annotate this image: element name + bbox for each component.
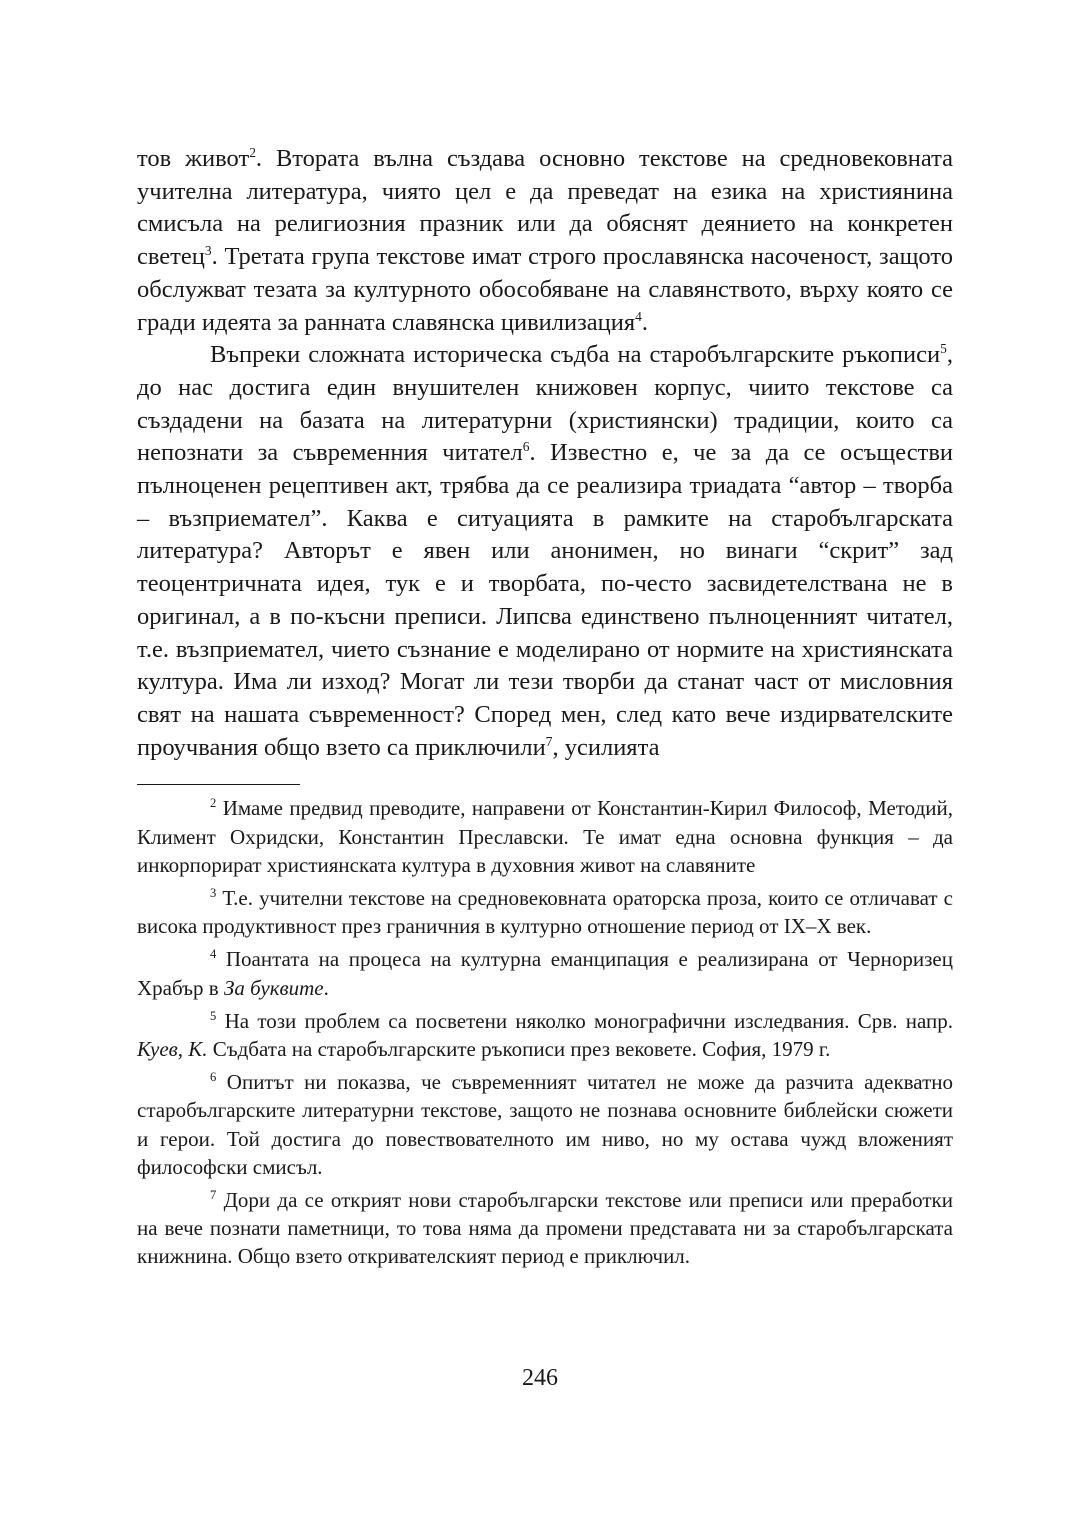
footnote-text-end: . (323, 975, 329, 1000)
footnote-text: Опитът ни показва, че съвременният читател не може да разчита адекватно старобългарските литературни текстове, защото не познава основните библейски сюжети и герои. Той достига до повествователното им ниво, но му остава чужд вложеният философски смисъл. (137, 1070, 953, 1179)
footnote-ref-3[interactable]: 3 (204, 242, 212, 258)
paragraph-2 (137, 339, 953, 764)
main-text (137, 143, 953, 764)
footnote-6 (137, 1068, 953, 1181)
paragraph-2-text-c: . Известно е, че за да се осъществи пълноценен рецептивен акт, трябва да се реализира триадата “автор – творба – възприемател”. Каква е ситуацията в рамките на старобългарската литература? Авторът е явен или анонимен, но винаги “скрит” зад теоцентричната идея, тук е и творбата, по-често засвидетелствана не в оригинал, а в по-късни преписи. Липсва единствено пълноценният читател, т.е. възприемател, чието съзнание е моделирано от нормите на християнската култура. Има ли изход? Могат ли тези творби да станат част от мисловния свят на нашата съвременност? Според мен, след като вече издирвателските проучвания общо взето са приключили (137, 439, 953, 761)
footnote-text: Т.е. учителни текстове на средновековната ораторска проза, които се отличават с висока продуктивност през граничния в културно отношение период от ІХ–Х век. (137, 885, 953, 939)
page-number: 246 (522, 1365, 558, 1391)
footnote-italic-title: За буквите (223, 975, 324, 1000)
footnote-italic-author: Куев, К. (137, 1036, 208, 1061)
paragraph-1-text-b: . Втората вълна създава основно текстове на средновековната учителна литература, чиято цел е да преведат на езика на християнина смисъла на религиозния празник или да обяснят деянието на конкретен светец (137, 145, 953, 271)
paragraph-1 (137, 143, 953, 339)
paragraph-2-text-d: , усилията (552, 733, 660, 761)
footnote-2 (137, 794, 953, 879)
footnote-number: 4 (210, 947, 217, 962)
paragraph-1-text-a: тов живот (137, 145, 250, 172)
footnote-text: Поантата на процеса на културна еманципация е реализирана от Черноризец Храбър в (137, 947, 953, 1000)
footnote-ref-5[interactable]: 5 (940, 341, 947, 357)
footnote-text: На този проблем са посветени няколко монографични изследвания. Срв. напр. (216, 1008, 953, 1033)
footnote-separator (137, 784, 300, 785)
footnote-number: 7 (210, 1188, 217, 1202)
footnote-ref-6[interactable]: 6 (522, 439, 530, 455)
footnote-4 (137, 945, 953, 1001)
footnote-7 (137, 1186, 953, 1271)
footnote-text: Дори да се открият нови старобългарски текстове или преписи или преработки на вече познати паметници, то това няма да промени представата ни за старобългарската книжнина. Общо взето откривателският период е приключил. (137, 1188, 953, 1269)
footnote-ref-4[interactable]: 4 (635, 308, 642, 324)
footnote-3 (137, 884, 953, 940)
footnote-text: Имаме предвид преводите, направени от Константин-Кирил Философ, Методий, Климент Охридски, Константин Преславски. Те имат една основна функция – да инкорпорират християнската култура в духовния живот на славяните (137, 796, 953, 877)
paragraph-2-text-a: Въпреки сложната историческа съдба на старобългарските ръкописи (210, 341, 941, 369)
footnote-number: 5 (210, 1008, 217, 1023)
footnotes (137, 794, 953, 1270)
footnote-number: 6 (210, 1070, 217, 1085)
paragraph-1-text-c: . Третата група текстове имат строго прославянска насоченост, защото обслужват тезата за културното обособяване на славянството, върху която се гради идеята за ранната славянска цивилизация (137, 243, 953, 336)
footnote-ref-2[interactable]: 2 (249, 144, 256, 160)
paragraph-2-text-b: , до нас достига един внушителен книжовен корпус, чиито текстове са създадени на базата на литературни (християнски) традиции, които са непознати за съвременния читател (137, 341, 953, 467)
footnote-number: 3 (210, 885, 217, 900)
footnote-number: 2 (210, 796, 217, 811)
paragraph-1-text-d: . (641, 308, 649, 336)
footnote-ref-7[interactable]: 7 (545, 733, 553, 749)
page-body (137, 143, 953, 1276)
footnote-text-end: Съдбата на старобългарските ръкописи през вековете. София, 1979 г. (207, 1036, 831, 1061)
footnote-5 (137, 1007, 953, 1063)
